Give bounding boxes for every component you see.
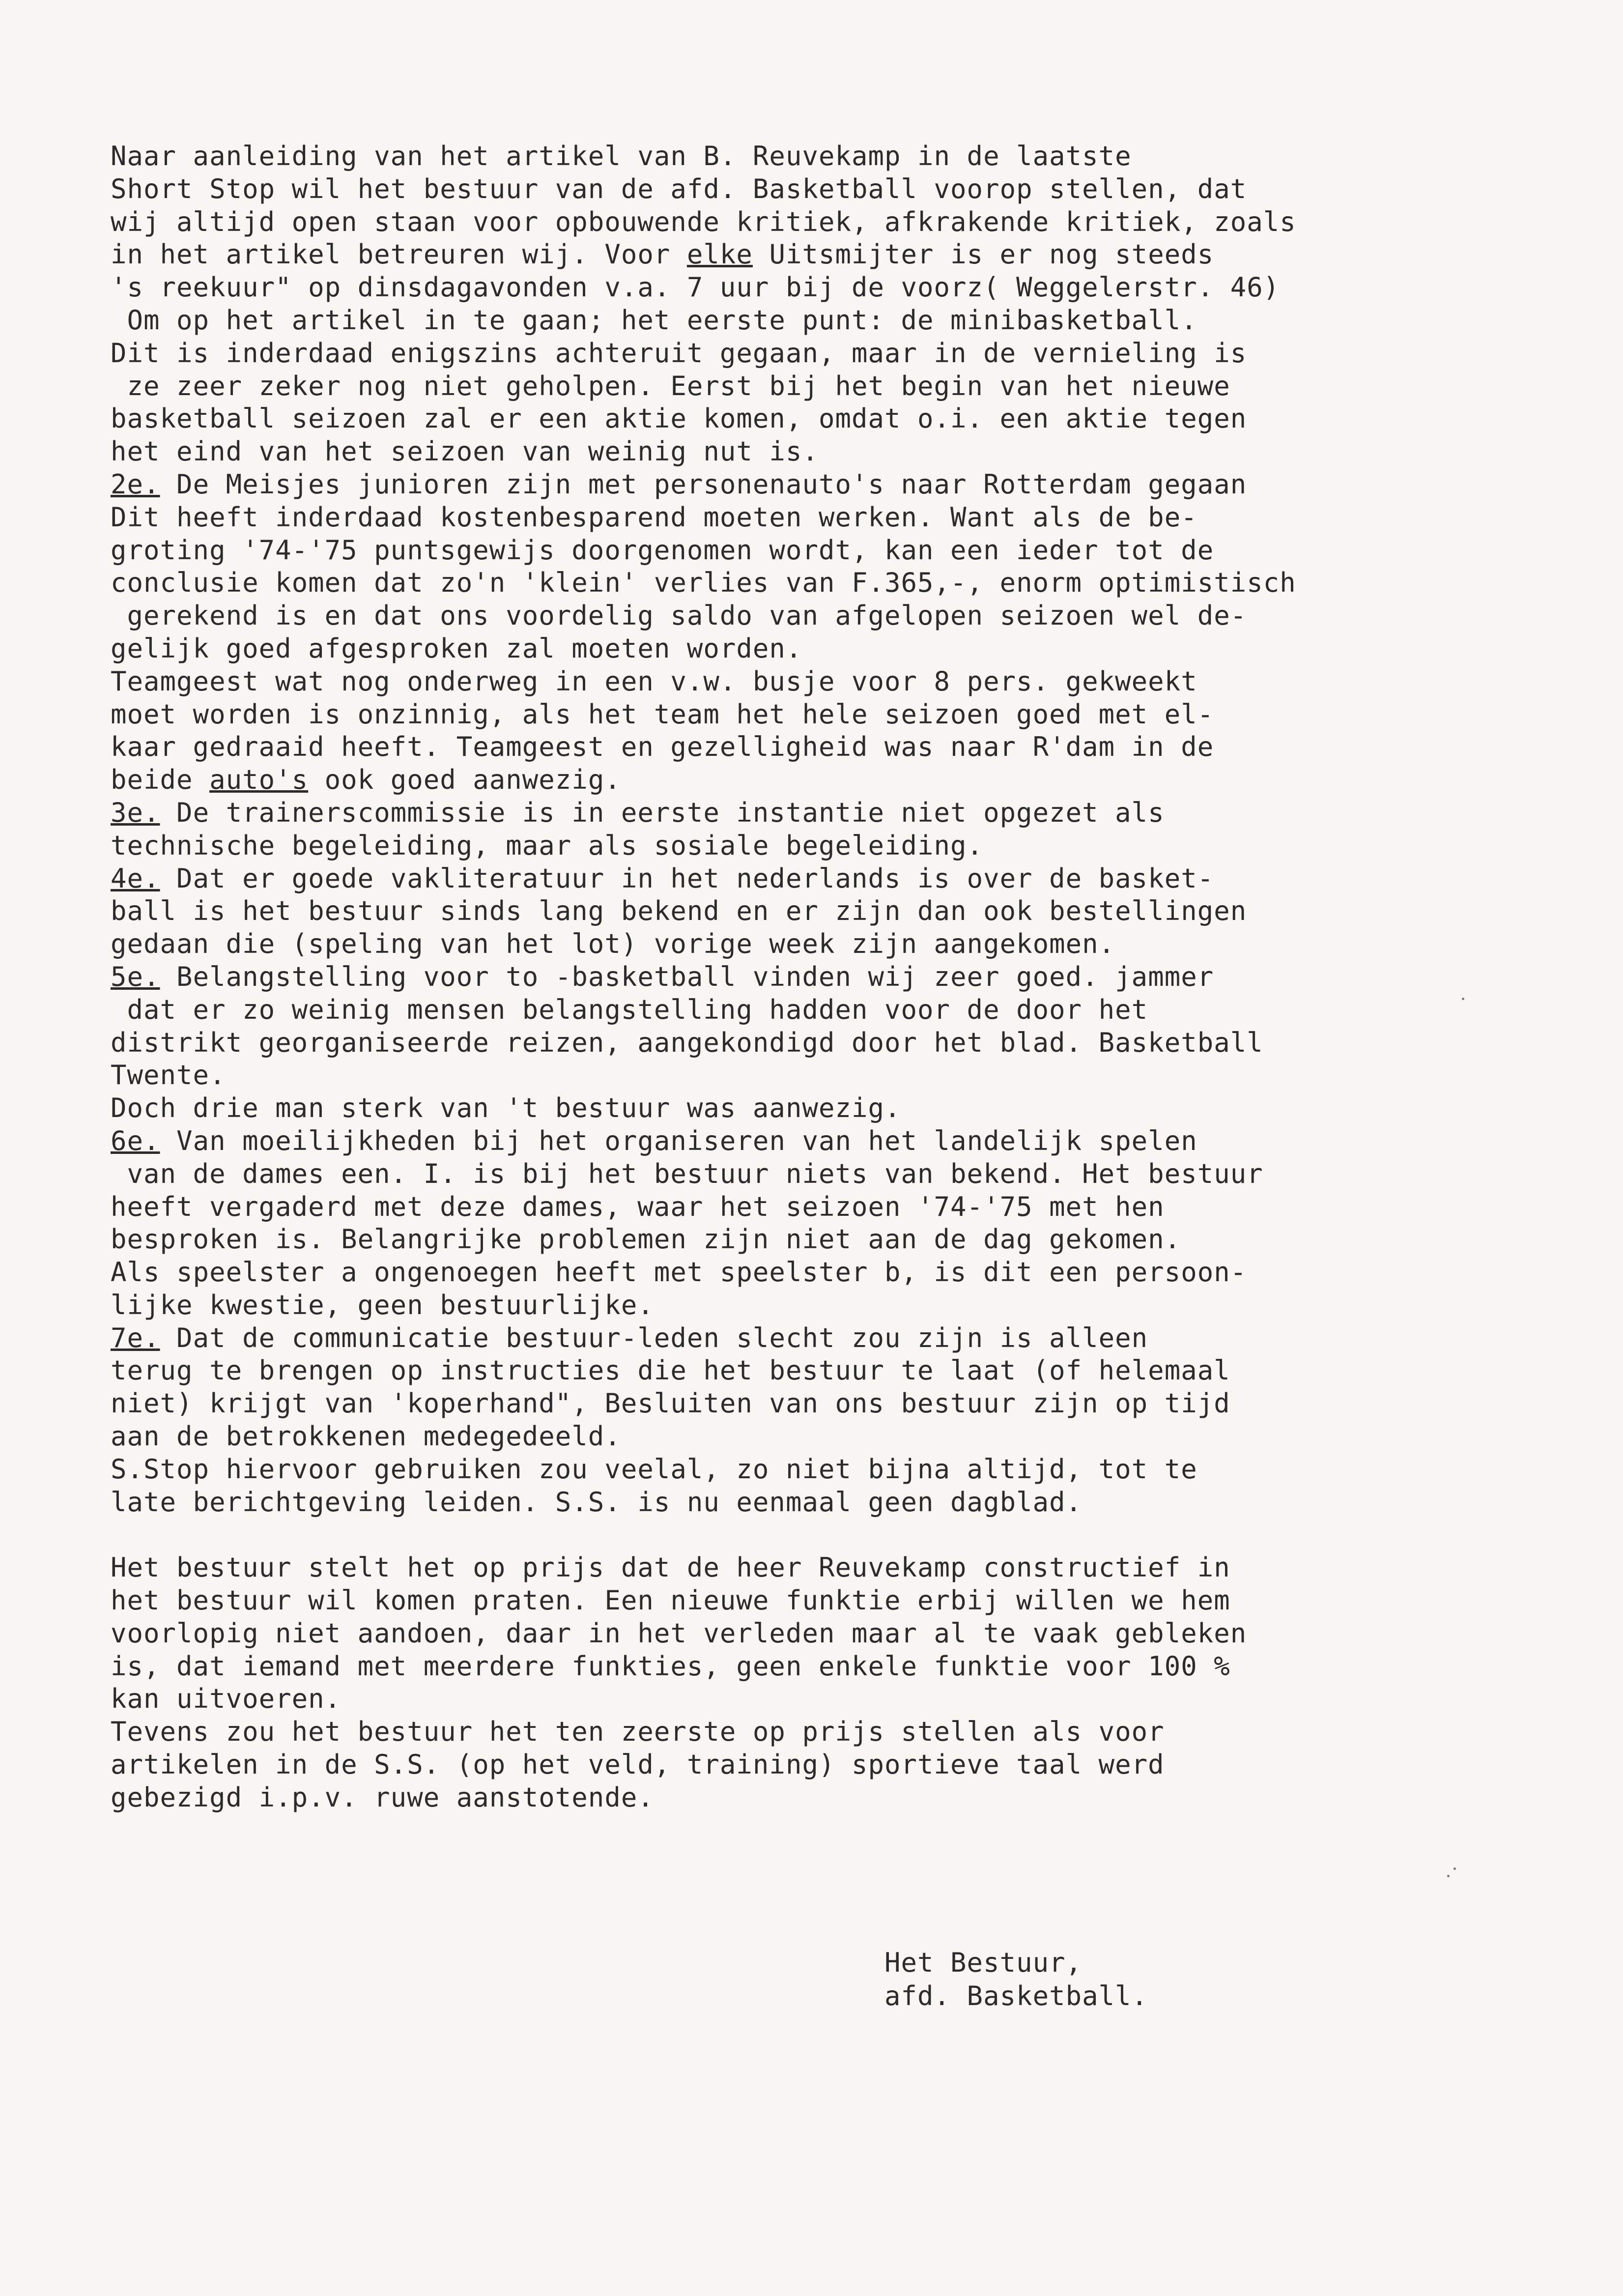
- line-text: Dit is inderdaad enigszins achteruit gegaan, maar in de vernieling is: [111, 337, 1247, 369]
- letter-line: [111, 501, 1516, 534]
- letter-line: [111, 1683, 1516, 1716]
- line-text: is, dat iemand met meerdere funkties, geen enkele funktie voor 100 %: [111, 1650, 1230, 1682]
- letter-line: [111, 895, 1516, 928]
- letter-line: [111, 731, 1516, 764]
- line-text: in het artikel betreuren wij. Voor: [111, 239, 687, 270]
- line-text-rest: ook goed aanwezig.: [308, 764, 621, 796]
- line-text: conclusie komen dat zo'n 'klein' verlies van F.365,-, enorm optimistisch: [111, 567, 1296, 599]
- letter-line: [111, 1453, 1516, 1486]
- letter-line: [111, 140, 1516, 173]
- letter-line: [111, 632, 1516, 665]
- letter-line: [111, 1158, 1516, 1191]
- letter-line: [111, 238, 1516, 271]
- line-text: Tevens zou het bestuur het ten zeerste op prijs stellen als voor: [111, 1716, 1165, 1748]
- letter-line: [111, 1223, 1516, 1256]
- letter-line: [111, 1354, 1516, 1387]
- letter-line: [111, 600, 1516, 632]
- letter-line: [111, 830, 1516, 862]
- line-text: het bestuur wil komen praten. Een nieuwe funktie erbij willen we hem: [111, 1585, 1230, 1616]
- signature-block: [884, 1946, 1148, 2013]
- line-text: besproken is. Belangrijke problemen zijn niet aan de dag gekomen.: [111, 1224, 1181, 1255]
- line-text: technische begeleiding, maar als sosiale begeleiding.: [111, 830, 984, 861]
- letter-line: [111, 1584, 1516, 1617]
- letter-line: [111, 698, 1516, 731]
- line-text: Dit heeft inderdaad kostenbesparend moeten werken. Want als de be-: [111, 501, 1197, 533]
- line-text: terug te brengen op instructies die het bestuur te laat (of helemaal: [111, 1355, 1230, 1386]
- line-text: De trainerscommissie is in eerste instantie niet opgezet als: [160, 797, 1165, 828]
- letter-line: [111, 534, 1516, 567]
- line-text: kaar gedraaid heeft. Teamgeest en gezelligheid was naar R'dam in de: [111, 731, 1214, 763]
- line-text: S.Stop hiervoor gebruiken zou veelal, zo niet bijna altijd, tot te: [111, 1453, 1197, 1485]
- letter-line: [111, 764, 1516, 797]
- line-text: Belangstelling voor to -basketball vinden wij zeer goed. jammer: [160, 961, 1214, 992]
- letter-line: [111, 1191, 1516, 1224]
- letter-line: [111, 961, 1516, 994]
- line-text: distrikt georganiseerde reizen, aangekondigd door het blad. Basketball: [111, 1027, 1263, 1058]
- line-text: kan uitvoeren.: [111, 1683, 342, 1715]
- letter-line: [111, 797, 1516, 830]
- line-text: Van moeilijkheden bij het organiseren van het landelijk spelen: [160, 1125, 1197, 1156]
- line-text: wij altijd open staan voor opbouwende kritiek, afkrakende kritiek, zoals: [111, 206, 1296, 237]
- letter-line: [111, 1650, 1516, 1683]
- line-text: Als speelster a ongenoegen heeft met speelster b, is dit een persoon-: [111, 1257, 1247, 1288]
- point-number: 2e.: [111, 468, 160, 500]
- point-number: 7e.: [111, 1322, 160, 1353]
- letter-line: [111, 1322, 1516, 1355]
- letter-line: [111, 1059, 1516, 1092]
- line-text-rest: Uitsmijter is er nog steeds: [752, 239, 1214, 270]
- letter-line: [111, 1617, 1516, 1650]
- letter-line: [111, 1781, 1516, 1814]
- letter-line: [111, 1387, 1516, 1420]
- letter-line: [111, 173, 1516, 206]
- line-text: Het bestuur stelt het op prijs dat de heer Reuvekamp constructief in: [111, 1552, 1230, 1583]
- paragraph-gap: [111, 1519, 1516, 1551]
- line-text: Doch drie man sterk van 't bestuur was aanwezig.: [111, 1092, 901, 1124]
- letter-line: [111, 1125, 1516, 1158]
- letter-line: [111, 402, 1516, 435]
- letter-line: [111, 271, 1516, 304]
- letter-line: [111, 928, 1516, 961]
- letter-line: [111, 1749, 1516, 1781]
- line-text: groting '74-'75 puntsgewijs doorgenomen wordt, kan een ieder tot de: [111, 534, 1214, 566]
- line-text: Teamgeest wat nog onderweg in een v.w. busje voor 8 pers. gekweekt: [111, 665, 1197, 697]
- paper-speck: [1453, 1867, 1456, 1870]
- line-text: niet) krijgt van 'koperhand", Besluiten van ons bestuur zijn op tijd: [111, 1388, 1230, 1419]
- line-text: Dat er goede vakliteratuur in het nederlands is over de basket-: [160, 862, 1214, 894]
- line-text: heeft vergaderd met deze dames, waar het seizoen '74-'75 met hen: [111, 1191, 1165, 1222]
- letter-line: [111, 468, 1516, 501]
- line-text: aan de betrokkenen medegedeeld.: [111, 1421, 621, 1452]
- letter-body: [111, 140, 1516, 1814]
- point-number: 4e.: [111, 862, 160, 894]
- line-text: Naar aanleiding van het artikel van B. Reuvekamp in de laatste: [111, 141, 1132, 172]
- line-text: ball is het bestuur sinds lang bekend en er zijn dan ook bestellingen: [111, 895, 1247, 927]
- line-text: late berichtgeving leiden. S.S. is nu eenmaal geen dagblad.: [111, 1486, 1082, 1518]
- letter-line: [111, 567, 1516, 600]
- line-text: gelijk goed afgesproken zal moeten worden.: [111, 632, 802, 664]
- line-text: voorlopig niet aandoen, daar in het verleden maar al te vaak gebleken: [111, 1617, 1247, 1649]
- line-text: basketball seizoen zal er een aktie komen, omdat o.i. een aktie tegen: [111, 403, 1247, 434]
- line-text: dat er zo weinig mensen belangstelling hadden voor de door het: [111, 994, 1148, 1025]
- line-text: lijke kwestie, geen bestuurlijke.: [111, 1289, 654, 1320]
- letter-line: [111, 1092, 1516, 1125]
- letter-line: [111, 1289, 1516, 1322]
- letter-line: [111, 304, 1516, 337]
- line-text: 's reekuur" op dinsdagavonden v.a. 7 uur bij de voorz( Weggelerstr. 46): [111, 272, 1280, 303]
- letter-line: [111, 1027, 1516, 1060]
- underlined-word: auto's: [209, 764, 309, 796]
- letter-line: [111, 206, 1516, 239]
- underlined-word: elke: [686, 239, 753, 270]
- letter-line: [111, 337, 1516, 370]
- line-text: De Meisjes junioren zijn met personenauto's naar Rotterdam gegaan: [160, 468, 1247, 500]
- line-text: ze zeer zeker nog niet geholpen. Eerst bij het begin van het nieuwe: [111, 370, 1230, 402]
- point-number: 5e.: [111, 961, 160, 992]
- letter-line: [111, 665, 1516, 698]
- letter-line: [111, 1716, 1516, 1749]
- paper-speck: [1462, 998, 1464, 1000]
- letter-line: [111, 1420, 1516, 1453]
- line-text: beide: [111, 764, 210, 796]
- signature-line-1: Het Bestuur,: [884, 1947, 1082, 1978]
- letter-line: [111, 370, 1516, 403]
- line-text: gebezigd i.p.v. ruwe aanstotende.: [111, 1781, 654, 1813]
- letter-line: [111, 1256, 1516, 1289]
- line-text: Dat de communicatie bestuur-leden slecht zou zijn is alleen: [160, 1322, 1148, 1353]
- line-text: Om op het artikel in te gaan; het eerste punt: de minibasketball.: [111, 304, 1197, 336]
- line-text: het eind van het seizoen van weinig nut is.: [111, 436, 819, 467]
- point-number: 6e.: [111, 1125, 160, 1156]
- line-text: moet worden is onzinnig, als het team het hele seizoen goed met el-: [111, 698, 1214, 730]
- line-text: Short Stop wil het bestuur van de afd. Basketball voorop stellen, dat: [111, 173, 1247, 204]
- line-text: gedaan die (speling van het lot) vorige week zijn aangekomen.: [111, 928, 1115, 960]
- line-text: Twente.: [111, 1060, 226, 1091]
- paper-speck: [1447, 1875, 1450, 1877]
- signature-line-2: afd. Basketball.: [884, 1980, 1148, 2011]
- point-number: 3e.: [111, 797, 160, 828]
- letter-line: [111, 1486, 1516, 1519]
- line-text: artikelen in de S.S. (op het veld, training) sportieve taal werd: [111, 1749, 1165, 1780]
- letter-line: [111, 1551, 1516, 1584]
- line-text: van de dames een. I. is bij het bestuur niets van bekend. Het bestuur: [111, 1158, 1263, 1189]
- line-text: gerekend is en dat ons voordelig saldo van afgelopen seizoen wel de-: [111, 600, 1247, 631]
- letter-line: [111, 862, 1516, 895]
- letter-line: [111, 435, 1516, 468]
- letter-line: [111, 994, 1516, 1027]
